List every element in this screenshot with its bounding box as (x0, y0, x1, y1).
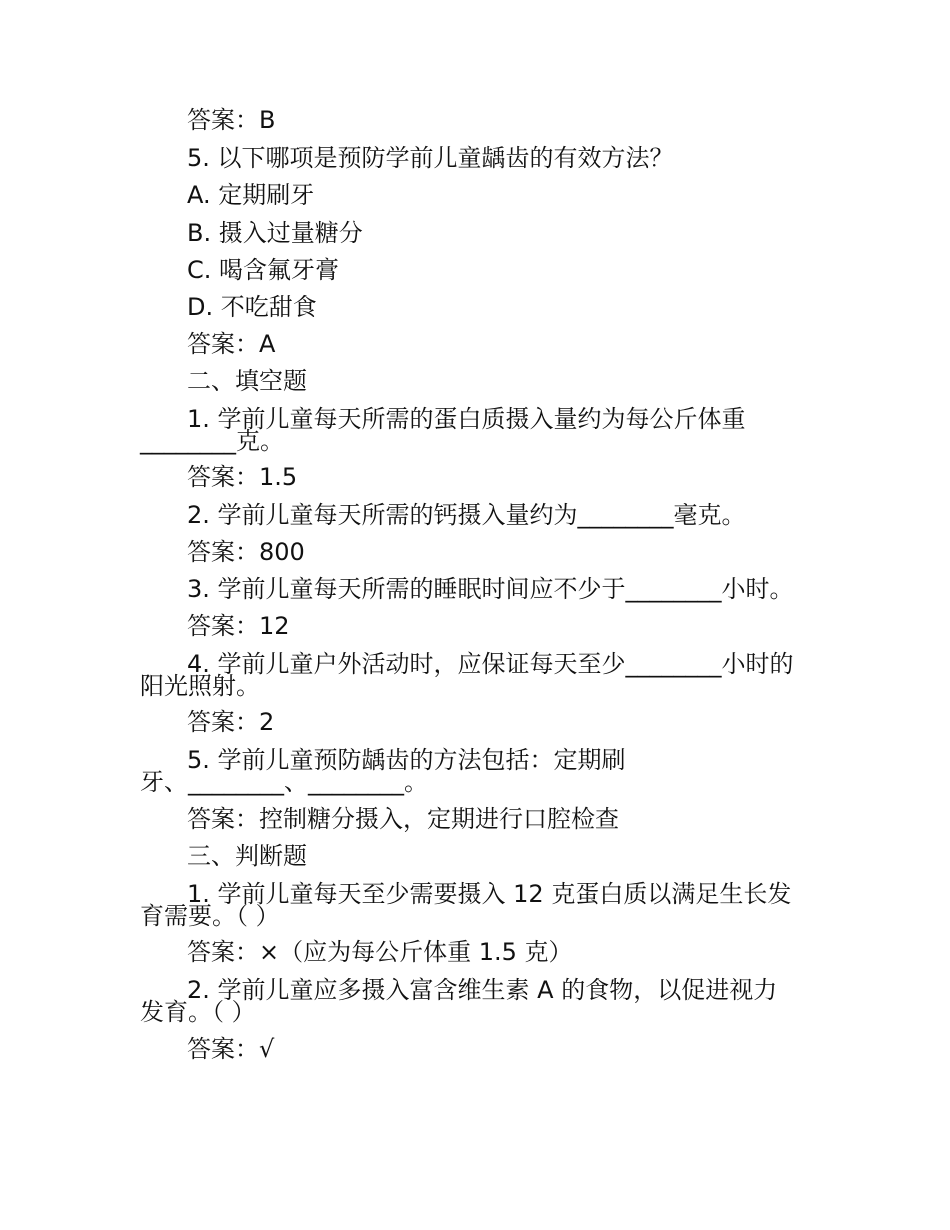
answer-line: 答案：√ (187, 1035, 275, 1063)
question-line: 5. 学前儿童预防龋齿的方法包括：定期刷 (187, 746, 626, 774)
question-line: 4. 学前儿童户外活动时，应保证每天至少________小时的 (187, 650, 794, 678)
question-continuation: ________克。 (140, 427, 284, 455)
question-continuation: 牙、________、________。 (140, 768, 428, 796)
question-line: 2. 学前儿童每天所需的钙摄入量约为________毫克。 (187, 501, 746, 529)
question-line: 5. 以下哪项是预防学前儿童龋齿的有效方法？ (187, 144, 674, 172)
question-line: 3. 学前儿童每天所需的睡眠时间应不少于________小时。 (187, 575, 794, 603)
answer-line: 答案：2 (187, 708, 275, 736)
section-heading: 二、填空题 (187, 367, 307, 395)
question-line: 2. 学前儿童应多摄入富含维生素 A 的食物，以促进视力 (187, 976, 778, 1004)
question-line: 1. 学前儿童每天至少需要摄入 12 克蛋白质以满足生长发 (187, 880, 792, 908)
answer-line: 答案：1.5 (187, 463, 298, 491)
option-line: A. 定期刷牙 (187, 181, 315, 209)
option-line: D. 不吃甜食 (187, 293, 317, 321)
answer-line: 答案：控制糖分摄入，定期进行口腔检查 (187, 805, 619, 833)
question-line: 1. 学前儿童每天所需的蛋白质摄入量约为每公斤体重 (187, 405, 746, 433)
answer-line: 答案：800 (187, 538, 305, 566)
section-heading: 三、判断题 (187, 842, 307, 870)
answer-line: 答案：A (187, 330, 276, 358)
option-line: C. 喝含氟牙膏 (187, 256, 340, 284)
answer-line: 答案：12 (187, 612, 290, 640)
answer-line: 答案：B (187, 106, 276, 134)
question-continuation: 阳光照射。 (140, 672, 260, 700)
option-line: B. 摄入过量糖分 (187, 219, 363, 247)
question-continuation: 发育。（ ） (140, 998, 256, 1026)
answer-line: 答案：×（应为每公斤体重 1.5 克） (187, 938, 573, 966)
question-continuation: 育需要。（ ） (140, 902, 280, 930)
